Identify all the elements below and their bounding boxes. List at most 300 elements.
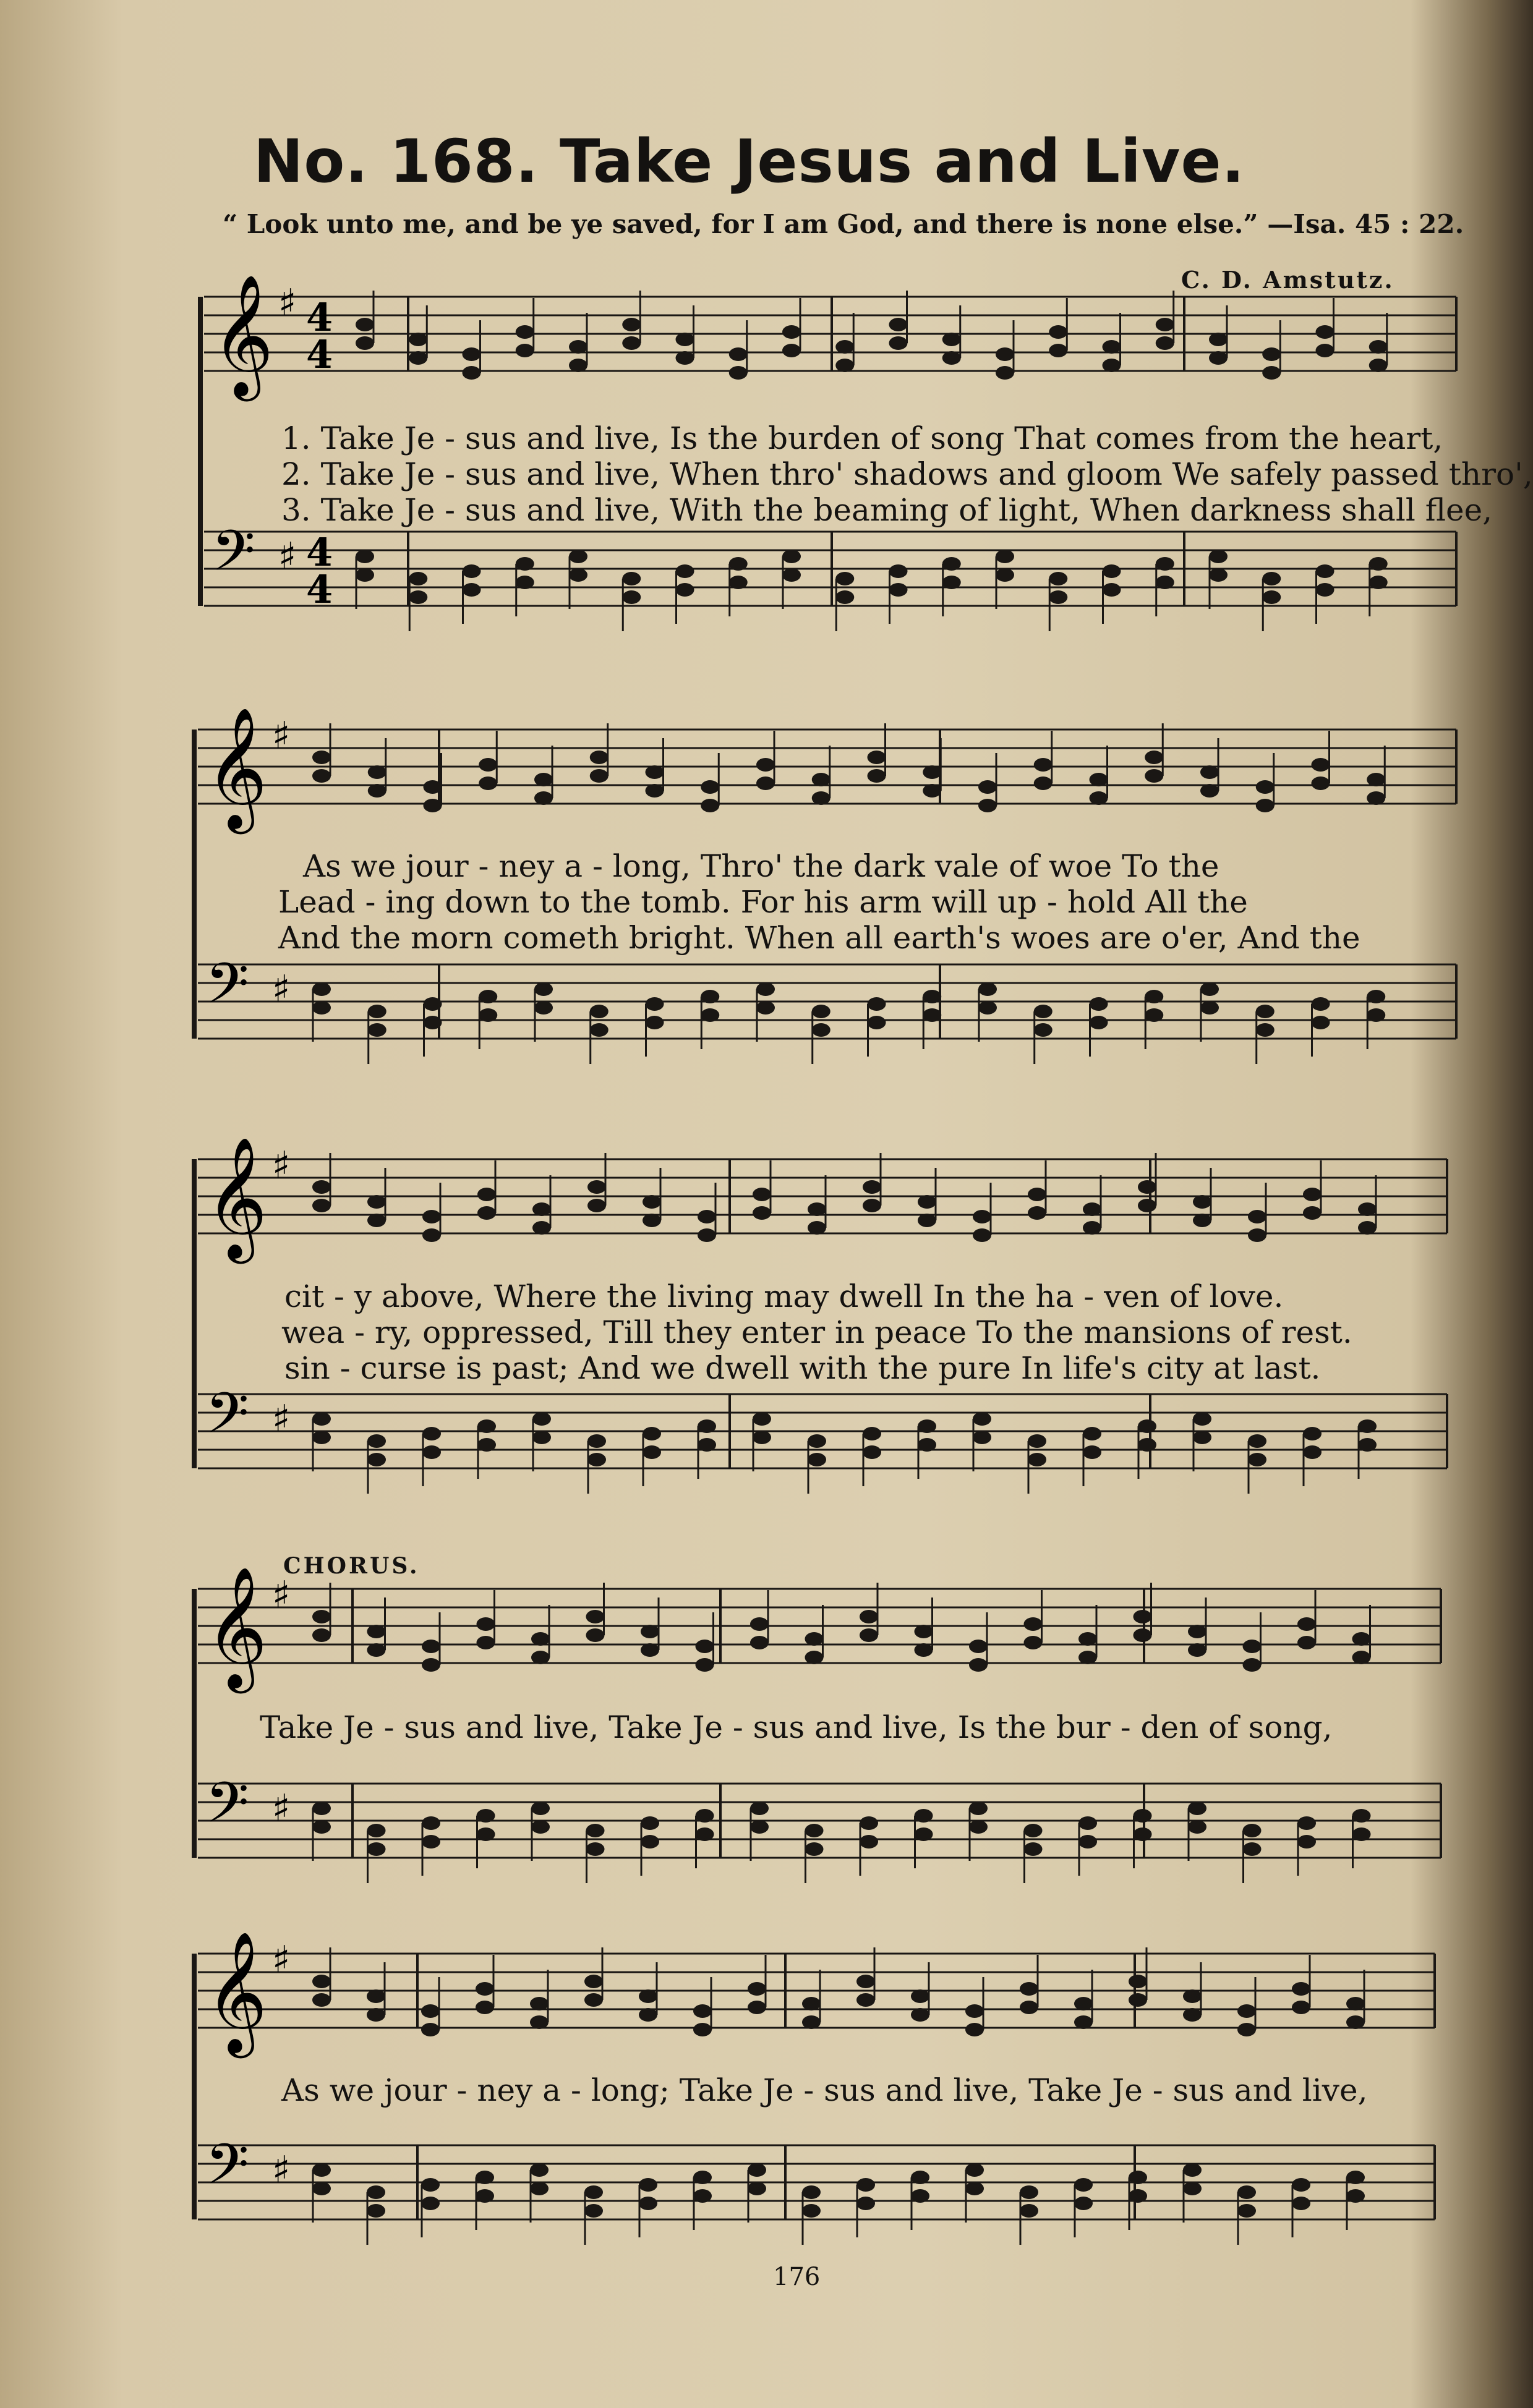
- note-head: [696, 1658, 714, 1672]
- lyric-line: And the morn cometh bright. When all earth's woes are o'er, And the: [278, 920, 1360, 956]
- note-head: [1248, 1210, 1266, 1223]
- note-head: [646, 997, 664, 1011]
- note-head: [802, 1997, 821, 2010]
- note-head: [808, 1434, 826, 1448]
- note-head: [422, 1640, 440, 1653]
- note-head: [1129, 2189, 1147, 2203]
- note-head: [863, 1445, 881, 1459]
- note-head: [569, 550, 587, 563]
- bass-clef: 𝄢: [205, 2132, 249, 2211]
- note-head: [641, 1816, 659, 1830]
- bass-clef: 𝄢: [211, 518, 255, 597]
- note-head: [750, 1617, 769, 1631]
- note-head: [1049, 325, 1067, 339]
- treble-clef: 𝄞: [205, 1566, 268, 1688]
- time-signature: 4: [306, 530, 333, 575]
- note-head: [1083, 1221, 1101, 1235]
- note-head: [1020, 2001, 1038, 2014]
- note-head: [889, 318, 908, 331]
- note-head: [915, 1827, 933, 1841]
- note-head: [676, 351, 694, 365]
- note-head: [1248, 1228, 1266, 1242]
- note-head: [1292, 2001, 1310, 2014]
- note-head: [516, 325, 534, 339]
- note-head: [1188, 1625, 1206, 1638]
- note-head: [753, 1188, 771, 1201]
- note-head: [312, 1628, 331, 1642]
- time-signature: 4: [306, 567, 333, 612]
- lyric-line: 3. Take Je - sus and live, With the beaming of light, When darkness shall flee,: [281, 492, 1493, 528]
- note-head: [696, 1640, 714, 1653]
- note-head: [590, 1005, 609, 1018]
- note-head: [569, 568, 587, 582]
- lyric-line: 2. Take Je - sus and live, When thro' shadows and gloom We safely passed thro',: [281, 456, 1533, 492]
- note-head: [312, 1802, 331, 1815]
- note-head: [1129, 2171, 1147, 2184]
- sharp-key-signature: ♯: [272, 1787, 291, 1830]
- note-head: [1183, 2182, 1202, 2195]
- note-head: [367, 1643, 386, 1657]
- note-head: [1188, 1820, 1206, 1834]
- note-head: [1193, 1431, 1211, 1444]
- note-head: [367, 1824, 386, 1837]
- note-head: [1256, 780, 1275, 794]
- note-head: [1134, 1610, 1152, 1623]
- note-head: [856, 1993, 875, 2007]
- note-head: [1156, 318, 1174, 331]
- note-head: [696, 1809, 714, 1823]
- note-head: [808, 1453, 826, 1466]
- note-head: [531, 1632, 550, 1646]
- note-head: [1134, 1827, 1152, 1841]
- note-head: [367, 1214, 386, 1227]
- note-head: [368, 765, 386, 779]
- note-head: [1049, 344, 1067, 357]
- note-head: [889, 564, 908, 578]
- note-head: [643, 1214, 661, 1227]
- note-head: [1243, 1640, 1262, 1653]
- bass-clef: 𝄢: [205, 951, 249, 1030]
- note-head: [802, 2204, 821, 2218]
- note-head: [1292, 1982, 1310, 1996]
- note-head: [587, 1453, 606, 1466]
- note-head: [641, 1643, 659, 1657]
- note-head: [812, 791, 831, 805]
- note-head: [590, 1023, 609, 1037]
- note-head: [863, 1199, 881, 1212]
- note-head: [1367, 1008, 1385, 1022]
- note-head: [1367, 791, 1385, 805]
- note-head: [641, 1835, 659, 1849]
- note-head: [463, 366, 481, 380]
- note-head: [782, 568, 801, 582]
- note-head: [748, 2001, 766, 2014]
- note-head: [532, 1431, 551, 1444]
- note-head: [812, 773, 831, 786]
- note-head: [312, 751, 331, 764]
- note-head: [1369, 340, 1388, 354]
- note-head: [868, 751, 886, 764]
- note-head: [367, 2204, 385, 2218]
- hymn-title: Take Jesus and Live.: [560, 127, 1245, 196]
- note-head: [534, 1001, 553, 1015]
- note-head: [1237, 2204, 1256, 2218]
- note-head: [1237, 2023, 1256, 2036]
- note-head: [531, 1651, 550, 1664]
- note-head: [701, 799, 719, 812]
- note-head: [409, 351, 427, 365]
- note-head: [312, 1820, 331, 1834]
- note-head: [1156, 336, 1174, 350]
- note-head: [409, 333, 427, 346]
- note-head: [1297, 1617, 1316, 1631]
- note-head: [756, 1001, 775, 1015]
- note-head: [856, 2197, 875, 2210]
- note-head: [422, 1816, 440, 1830]
- note-head: [477, 1206, 496, 1220]
- note-head: [1134, 1628, 1152, 1642]
- note-head: [463, 583, 481, 597]
- note-head: [1303, 1445, 1322, 1459]
- note-head: [1028, 1434, 1046, 1448]
- note-head: [587, 1434, 606, 1448]
- note-head: [860, 1835, 878, 1849]
- note-head: [639, 1989, 657, 2003]
- note-head: [1134, 1809, 1152, 1823]
- note-head: [856, 1975, 875, 1988]
- note-head: [477, 1438, 496, 1452]
- note-head: [531, 1820, 550, 1834]
- note-head: [808, 1202, 826, 1216]
- note-head: [586, 1628, 605, 1642]
- sharp-key-signature: ♯: [272, 714, 291, 757]
- note-head: [356, 568, 374, 582]
- note-head: [422, 1210, 441, 1223]
- note-head: [312, 1199, 331, 1212]
- note-head: [1156, 576, 1174, 589]
- note-head: [1090, 773, 1108, 786]
- note-head: [1078, 1632, 1097, 1646]
- note-head: [748, 2163, 766, 2177]
- note-head: [1020, 2185, 1038, 2199]
- note-head: [1145, 990, 1163, 1003]
- note-head: [1312, 997, 1330, 1011]
- note-head: [1209, 333, 1228, 346]
- note-head: [1243, 1658, 1262, 1672]
- note-head: [584, 2185, 603, 2199]
- note-head: [701, 990, 719, 1003]
- note-head: [1369, 576, 1388, 589]
- time-signature: 4: [306, 295, 333, 340]
- sharp-key-signature: ♯: [272, 1938, 291, 1981]
- note-head: [646, 784, 664, 798]
- note-head: [530, 2015, 549, 2029]
- page-number: 176: [773, 2263, 821, 2291]
- lyric-line: Lead - ing down to the tomb. For his arm will up - hold All the: [278, 884, 1248, 920]
- note-head: [698, 1210, 716, 1223]
- note-head: [868, 1016, 886, 1029]
- note-head: [421, 2178, 440, 2192]
- note-head: [1049, 572, 1067, 585]
- note-head: [367, 1434, 386, 1448]
- note-head: [805, 1842, 824, 1856]
- note-head: [1034, 776, 1053, 790]
- note-head: [1034, 1023, 1053, 1037]
- note-head: [1209, 568, 1228, 582]
- note-head: [586, 1610, 605, 1623]
- note-head: [1209, 550, 1228, 563]
- note-head: [889, 583, 908, 597]
- note-head: [969, 1802, 988, 1815]
- note-head: [1074, 2197, 1093, 2210]
- note-head: [1024, 1617, 1043, 1631]
- note-head: [1292, 2197, 1310, 2210]
- note-head: [729, 347, 748, 361]
- note-head: [424, 997, 442, 1011]
- note-head: [421, 2197, 440, 2210]
- note-head: [676, 583, 694, 597]
- note-head: [782, 344, 801, 357]
- note-head: [805, 1632, 824, 1646]
- note-head: [701, 1008, 719, 1022]
- note-head: [1248, 1434, 1266, 1448]
- note-head: [969, 1640, 988, 1653]
- note-head: [422, 1445, 441, 1459]
- note-head: [915, 1625, 933, 1638]
- note-head: [368, 784, 386, 798]
- note-head: [590, 751, 609, 764]
- lyric-line: 1. Take Je - sus and live, Is the burden of song That comes from the heart,: [281, 420, 1443, 456]
- note-head: [476, 2001, 494, 2014]
- note-head: [367, 2185, 385, 2199]
- note-head: [965, 2004, 984, 2018]
- note-head: [942, 351, 961, 365]
- note-head: [1346, 2189, 1365, 2203]
- note-head: [622, 336, 641, 350]
- note-head: [1358, 1438, 1377, 1452]
- note-head: [978, 799, 997, 812]
- note-head: [1193, 1214, 1211, 1227]
- note-head: [516, 344, 534, 357]
- lyric-line: sin - curse is past; And we dwell with the pure In life's city at last.: [284, 1350, 1321, 1386]
- note-head: [835, 340, 854, 354]
- note-head: [476, 1982, 494, 1996]
- note-head: [812, 1023, 831, 1037]
- note-head: [748, 2182, 766, 2195]
- note-head: [1200, 784, 1219, 798]
- note-head: [923, 990, 941, 1003]
- note-head: [1138, 1419, 1156, 1433]
- note-head: [1262, 590, 1281, 604]
- sharp-key-signature: ♯: [272, 1573, 291, 1617]
- note-head: [918, 1214, 936, 1227]
- note-head: [516, 557, 534, 571]
- note-head: [534, 982, 553, 996]
- note-head: [965, 2182, 984, 2195]
- note-head: [1237, 2185, 1256, 2199]
- note-head: [476, 2189, 494, 2203]
- note-head: [860, 1816, 878, 1830]
- note-head: [587, 1180, 606, 1194]
- note-head: [1193, 1412, 1211, 1426]
- note-head: [1024, 1636, 1043, 1649]
- note-head: [312, 2182, 331, 2195]
- note-head: [756, 982, 775, 996]
- note-head: [622, 590, 641, 604]
- note-head: [622, 572, 641, 585]
- note-head: [1237, 2004, 1256, 2018]
- note-head: [639, 2197, 657, 2210]
- note-head: [969, 1658, 988, 1672]
- note-head: [1138, 1438, 1156, 1452]
- note-head: [1312, 758, 1330, 772]
- note-head: [693, 2004, 712, 2018]
- note-head: [530, 1997, 549, 2010]
- note-head: [750, 1820, 769, 1834]
- note-head: [1034, 758, 1053, 772]
- note-head: [516, 576, 534, 589]
- note-head: [312, 1001, 331, 1015]
- note-head: [802, 2185, 821, 2199]
- note-head: [863, 1427, 881, 1440]
- note-head: [889, 336, 908, 350]
- note-head: [1156, 557, 1174, 571]
- note-head: [463, 564, 481, 578]
- note-head: [729, 576, 748, 589]
- note-head: [1367, 773, 1385, 786]
- note-head: [1243, 1842, 1262, 1856]
- note-head: [1183, 1989, 1202, 2003]
- note-head: [856, 2178, 875, 2192]
- note-head: [1200, 982, 1219, 996]
- note-head: [312, 2163, 331, 2177]
- note-head: [1188, 1802, 1206, 1815]
- note-head: [860, 1610, 878, 1623]
- note-head: [476, 2171, 494, 2184]
- note-head: [1090, 791, 1108, 805]
- note-head: [1129, 1975, 1147, 1988]
- note-head: [1074, 2015, 1093, 2029]
- note-head: [1074, 2178, 1093, 2192]
- note-head: [1103, 564, 1121, 578]
- note-head: [698, 1438, 716, 1452]
- note-head: [367, 2008, 385, 2022]
- note-head: [835, 572, 854, 585]
- note-head: [676, 564, 694, 578]
- composer-credit: C. D. Amstutz.: [1181, 266, 1394, 294]
- bass-clef: 𝄢: [205, 1381, 249, 1460]
- note-head: [409, 572, 427, 585]
- note-head: [1129, 1993, 1147, 2007]
- note-head: [1049, 590, 1067, 604]
- note-head: [868, 997, 886, 1011]
- note-head: [1078, 1651, 1097, 1664]
- note-head: [356, 550, 374, 563]
- lyric-line: wea - ry, oppressed, Till they enter in peace To the mansions of rest.: [281, 1314, 1352, 1350]
- note-head: [1145, 769, 1163, 783]
- note-head: [1083, 1445, 1101, 1459]
- note-head: [1352, 1632, 1371, 1646]
- note-head: [918, 1419, 936, 1433]
- note-head: [1138, 1199, 1156, 1212]
- note-head: [863, 1180, 881, 1194]
- note-head: [996, 568, 1014, 582]
- note-head: [312, 1975, 331, 1988]
- note-head: [1256, 1023, 1275, 1037]
- note-head: [1103, 583, 1121, 597]
- note-head: [965, 2163, 984, 2177]
- note-head: [729, 557, 748, 571]
- note-head: [532, 1221, 551, 1235]
- note-head: [1200, 765, 1219, 779]
- note-head: [534, 791, 553, 805]
- note-head: [978, 1001, 997, 1015]
- note-head: [915, 1809, 933, 1823]
- note-head: [1028, 1453, 1046, 1466]
- note-head: [753, 1412, 771, 1426]
- note-head: [479, 1008, 497, 1022]
- note-head: [477, 1188, 496, 1201]
- lyric-line: Take Je - sus and live, Take Je - sus and live, Is the bur - den of song,: [260, 1709, 1333, 1745]
- note-head: [973, 1431, 991, 1444]
- note-head: [750, 1802, 769, 1815]
- note-head: [1090, 1016, 1108, 1029]
- note-head: [1316, 325, 1334, 339]
- note-head: [530, 2163, 549, 2177]
- note-head: [421, 2004, 440, 2018]
- note-head: [1256, 799, 1275, 812]
- note-head: [1243, 1824, 1262, 1837]
- note-head: [1262, 572, 1281, 585]
- note-head: [424, 799, 442, 812]
- note-head: [753, 1431, 771, 1444]
- note-head: [312, 1610, 331, 1623]
- note-head: [978, 982, 997, 996]
- note-head: [1358, 1221, 1377, 1235]
- sharp-key-signature: ♯: [278, 281, 297, 325]
- chorus-label: CHORUS.: [283, 1553, 420, 1579]
- note-head: [312, 982, 331, 996]
- note-head: [1312, 1016, 1330, 1029]
- note-head: [1078, 1816, 1097, 1830]
- note-head: [996, 347, 1014, 361]
- note-head: [622, 318, 641, 331]
- note-head: [367, 1625, 386, 1638]
- note-head: [693, 2171, 712, 2184]
- note-head: [367, 1842, 386, 1856]
- note-head: [1256, 1005, 1275, 1018]
- note-head: [312, 1412, 331, 1426]
- note-head: [1188, 1643, 1206, 1657]
- note-head: [1074, 1997, 1093, 2010]
- note-head: [367, 1989, 385, 2003]
- note-head: [1103, 340, 1121, 354]
- note-head: [1145, 751, 1163, 764]
- note-head: [782, 550, 801, 563]
- treble-clef: 𝄞: [205, 1136, 268, 1259]
- note-head: [918, 1195, 936, 1209]
- bass-clef: 𝄢: [205, 1770, 249, 1849]
- note-head: [584, 1975, 603, 1988]
- note-head: [1020, 2204, 1038, 2218]
- note-head: [965, 2023, 984, 2036]
- note-head: [586, 1842, 605, 1856]
- note-head: [860, 1628, 878, 1642]
- note-head: [1303, 1206, 1322, 1220]
- note-head: [532, 1412, 551, 1426]
- note-head: [477, 1827, 495, 1841]
- scripture-verse: “ Look unto me, and be ye saved, for I am God, and there is none else.” —Isa. 45 : 22.: [223, 209, 1464, 239]
